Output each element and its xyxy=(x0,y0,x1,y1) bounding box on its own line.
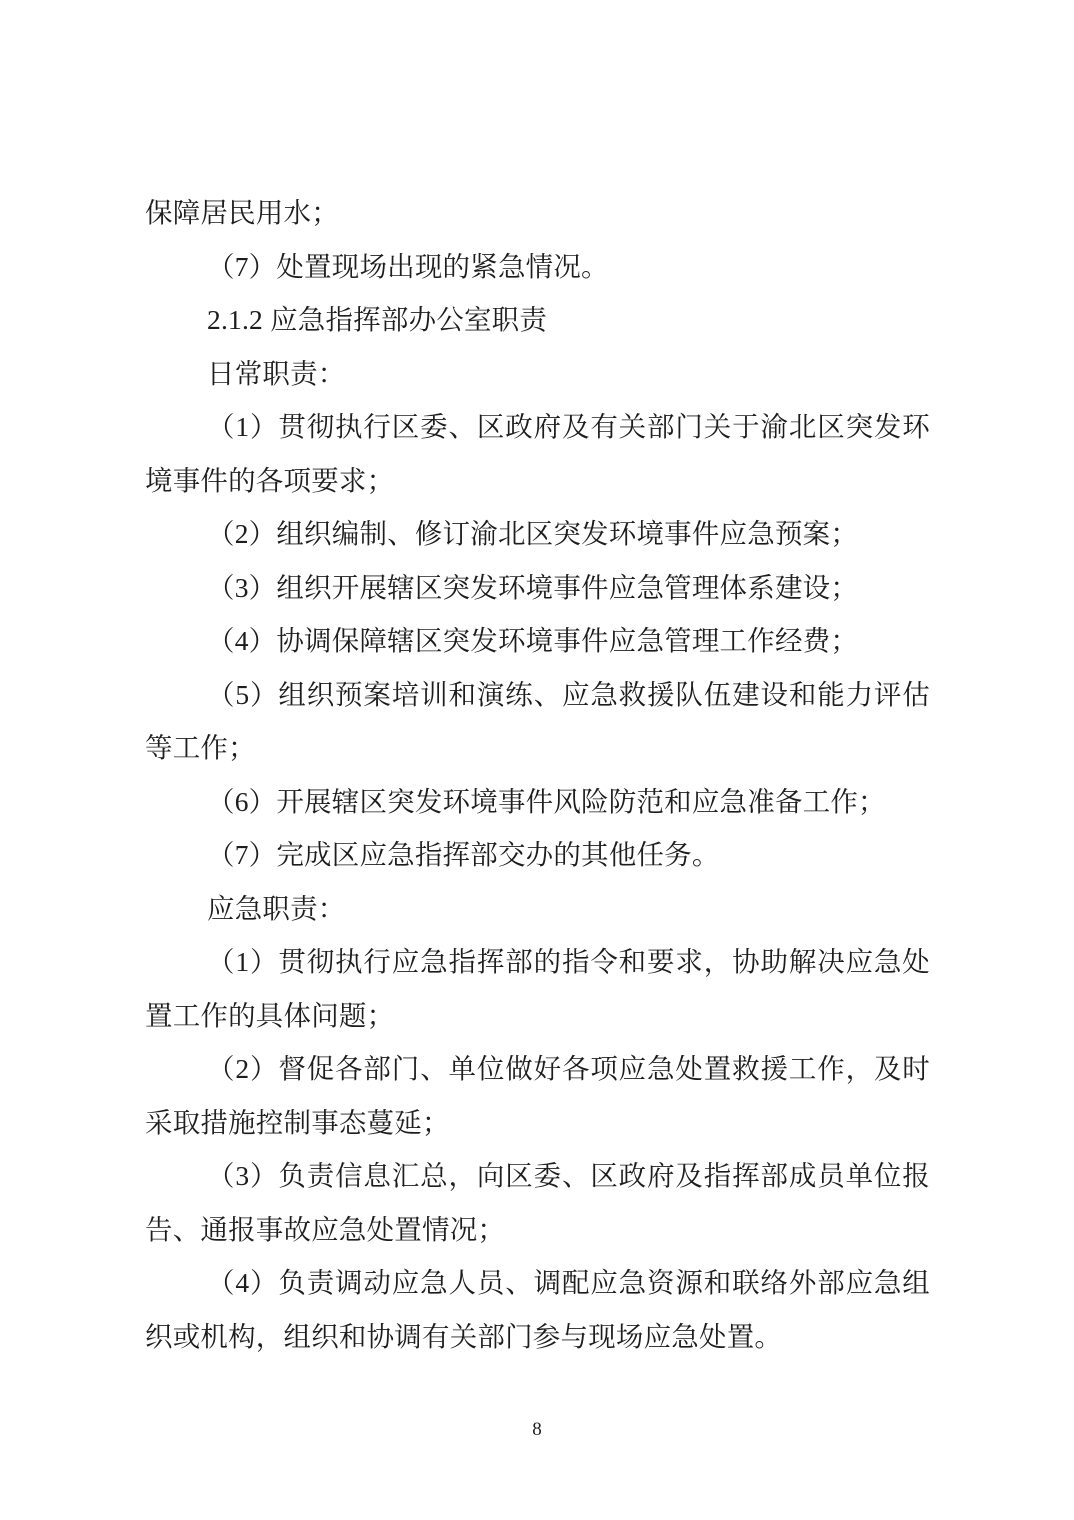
text-line: 等工作； xyxy=(145,732,256,763)
text-line: （3）负责信息汇总，向区委、区政府及指挥部成员单位报 xyxy=(207,1160,930,1191)
text-line: 应急职责： xyxy=(207,892,346,924)
text-line: 日常职责： xyxy=(207,357,346,389)
text-line: （1）贯彻执行区委、区政府及有关部门关于渝北区突发环 xyxy=(207,411,930,442)
text-line: 采取措施控制事态蔓延； xyxy=(145,1106,450,1138)
text-line: 2.1.2 应急指挥部办公室职责 xyxy=(207,304,548,335)
text-line: 保障居民用水； xyxy=(145,197,339,228)
text-line: （3）组织开展辖区突发环境事件应急管理体系建设； xyxy=(207,571,859,603)
text-line: （4）协调保障辖区突发环境事件应急管理工作经费； xyxy=(207,625,859,656)
text-line: （7）处置现场出现的紧急情况。 xyxy=(207,250,609,282)
page-footer xyxy=(0,1416,1074,1444)
text-line: （2）督促各部门、单位做好各项应急处置救援工作，及时 xyxy=(207,1053,930,1084)
page-number: 8 xyxy=(532,1419,542,1440)
text-line: 织或机构，组织和协调有关部门参与现场应急处置。 xyxy=(145,1320,783,1352)
text-line: （5）组织预案培训和演练、应急救援队伍建设和能力评估 xyxy=(207,678,930,710)
document-body xyxy=(145,186,930,1363)
text-line: （7）完成区应急指挥部交办的其他任务。 xyxy=(207,839,720,870)
text-line: （4）负责调动应急人员、调配应急资源和联络外部应急组 xyxy=(207,1267,930,1298)
text-line: （1）贯彻执行应急指挥部的指令和要求，协助解决应急处 xyxy=(207,946,930,977)
text-line: （6）开展辖区突发环境事件风险防范和应急准备工作； xyxy=(207,785,886,817)
text-line: 告、通报事故应急处置情况； xyxy=(145,1213,506,1245)
text-line: 境事件的各项要求； xyxy=(145,464,395,496)
text-line: 置工作的具体问题； xyxy=(145,999,395,1031)
text-line: （2）组织编制、修订渝北区突发环境事件应急预案； xyxy=(207,518,859,549)
